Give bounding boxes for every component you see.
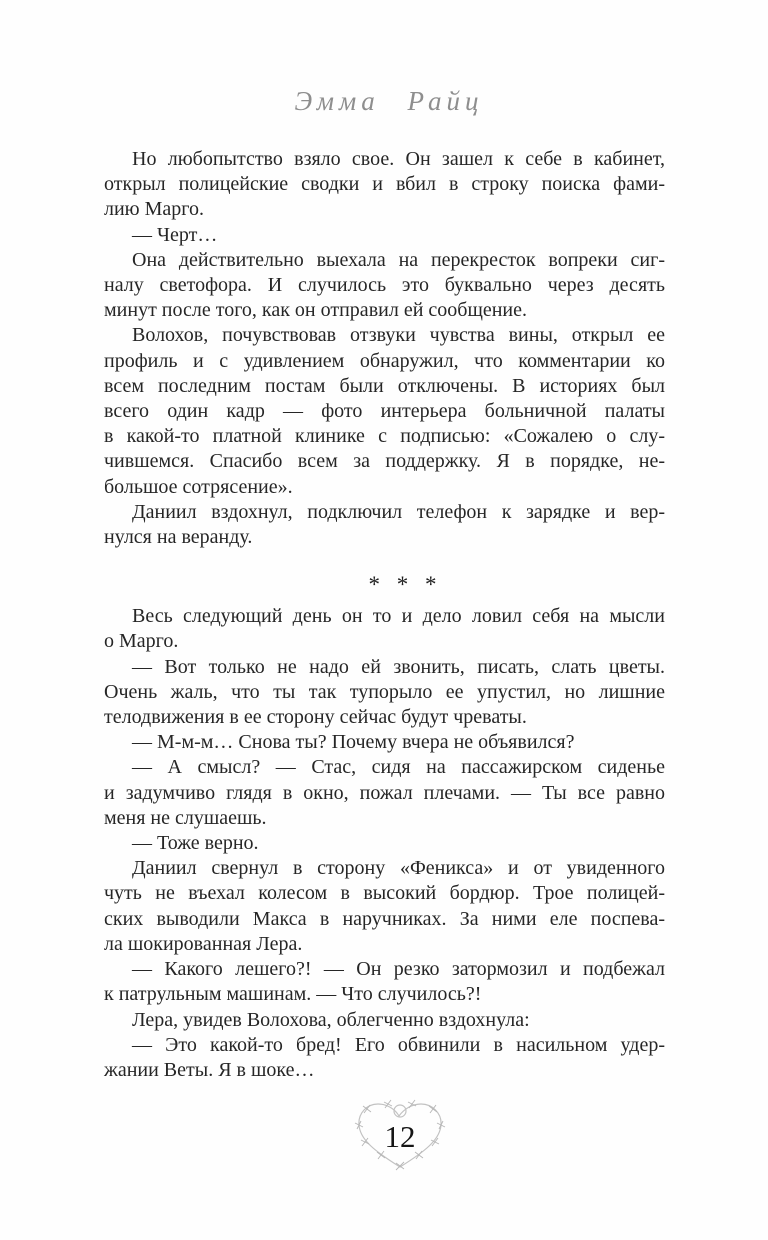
- text-line: ла шокированная Лера.: [104, 932, 303, 955]
- text-line: к патрульным машинам. — Что случилось?!: [104, 983, 482, 1006]
- text-line: нулся на веранду.: [104, 526, 253, 549]
- text-line: Но любопытство взяло свое. Он зашел к себе в кабинет,: [132, 148, 665, 170]
- text-line: — Какого лешего?! — Он резко затормозил и подбежал: [132, 958, 665, 981]
- text-line: всем последним постам были отключены. В историях был: [104, 374, 665, 397]
- paragraph: [104, 655, 665, 731]
- text-line: всего один кадр — фото интерьера больничной палаты: [104, 400, 665, 423]
- text-line: — Тоже верно.: [132, 832, 259, 855]
- paragraph: [104, 248, 665, 324]
- body-text: [104, 147, 665, 1083]
- running-head-author: Эмма Райц: [294, 86, 484, 116]
- text-line: — Это какой-то бред! Его обвинили в насильном удер-: [132, 1033, 665, 1056]
- paragraph: [104, 1008, 665, 1033]
- text-line: чуть не въехал колесом в высокий бордюр. Трое полицей-: [104, 882, 665, 905]
- paragraph: [104, 856, 665, 957]
- text-line: минут после того, как он отправил ей сообщение.: [104, 299, 528, 322]
- paragraph: [104, 831, 665, 856]
- paragraph: [104, 147, 665, 223]
- paragraph: [104, 730, 665, 755]
- text-line: жании Веты. Я в шоке…: [104, 1058, 315, 1081]
- text-line: профиль и с удивлением обнаружил, что комментарии ко: [104, 349, 665, 372]
- text-line: — М-м-м… Снова ты? Почему вчера не объявился?: [132, 731, 575, 754]
- text-line: Она действительно выехала на перекресток вопреки сиг-: [132, 248, 665, 271]
- text-line: чившемся. Спасибо всем за поддержку. Я в порядке, не-: [104, 450, 665, 473]
- text-line: налу светофора. И случилось это буквально через десять: [104, 274, 665, 297]
- text-line: меня не слушаешь.: [104, 806, 267, 829]
- page-number: 12: [384, 1118, 416, 1154]
- section-separator-stars: * * *: [368, 572, 437, 598]
- text-line: о Марго.: [104, 630, 179, 653]
- text-line: — А смысл? — Стас, сидя на пассажирском сиденье: [132, 756, 665, 779]
- text-line: телодвижения в ее сторону сейчас будут чреваты.: [104, 706, 527, 729]
- paragraph: [104, 957, 665, 1007]
- paragraph: [104, 755, 665, 831]
- text-line: Даниил свернул в сторону «Феникса» и от увиденного: [132, 857, 665, 880]
- paragraph: [104, 604, 665, 654]
- section-separator: [104, 550, 665, 604]
- text-line: Весь следующий день он то и дело ловил себя на мысли: [132, 605, 665, 628]
- paragraph: [104, 500, 665, 550]
- text-line: и задумчиво глядя в окно, пожал плечами. — Ты все равно: [104, 781, 665, 804]
- paragraph: [104, 1033, 665, 1083]
- text-line: в какой-то платной клинике с подписью: «Сожалею о слу-: [104, 425, 665, 448]
- text-line: — Вот только не надо ей звонить, писать, слать цветы.: [132, 655, 665, 678]
- text-line: — Черт…: [132, 223, 218, 246]
- paragraph: [104, 323, 665, 499]
- text-line: Даниил вздохнул, подключил телефон к зарядке и вер-: [132, 500, 665, 523]
- text-line: Очень жаль, что ты так тупорыло ее упустил, но лишние: [104, 680, 665, 703]
- text-line: открыл полицейские сводки и вбил в строку поиска фами-: [104, 173, 665, 196]
- text-line: лию Марго.: [104, 198, 204, 221]
- paragraph: [104, 223, 665, 248]
- page-footer: [352, 1096, 448, 1174]
- text-line: ских выводили Макса в наручниках. За ними еле поспева-: [104, 907, 665, 930]
- text-line: большое сотрясение».: [104, 475, 293, 498]
- text-line: Лера, увидев Волохова, облегченно вздохнула:: [132, 1008, 530, 1031]
- text-line: Волохов, почувствовав отзвуки чувства вины, открыл ее: [132, 324, 665, 347]
